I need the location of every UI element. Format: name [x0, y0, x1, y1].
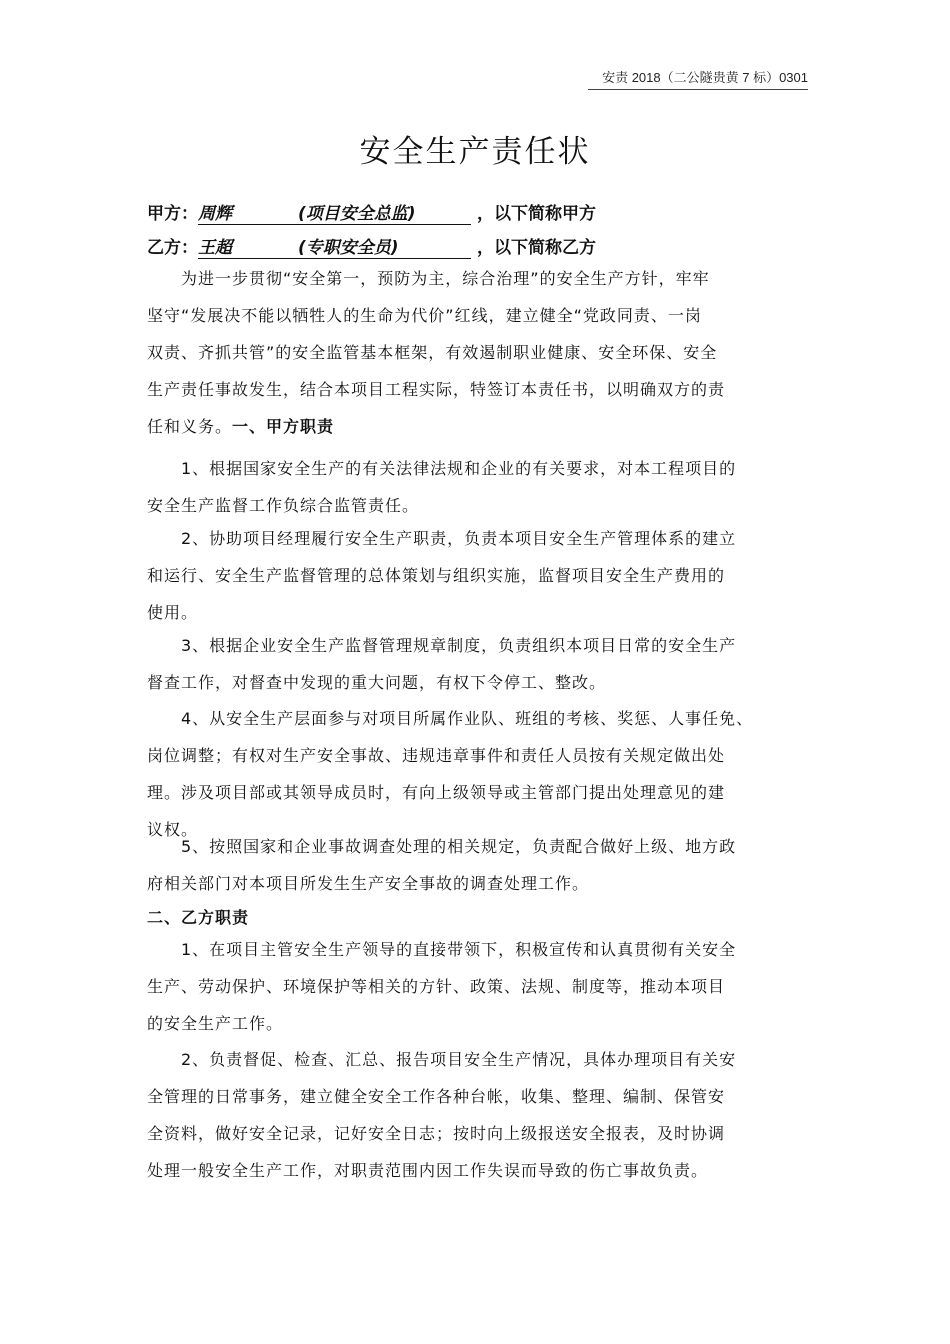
- party-b-role: (专职安全员): [298, 238, 399, 258]
- party-a-suffix: ，以下简称甲方: [477, 204, 596, 224]
- section1-item-2: 2、协助项目经理履行安全生产职责，负责本项目安全生产管理体系的建立 和运行、安全生产监督管理的总体策划与组织实施，监督项目安全生产费用的 使用。: [147, 529, 737, 622]
- party-a-line: [147, 199, 596, 225]
- party-b-fill: [198, 233, 471, 259]
- party-a-role: (项目安全总监): [298, 204, 416, 224]
- party-b-name: 王超: [198, 238, 232, 258]
- intro-text: 为进一步贯彻“安全第一，预防为主，综合治理”的安全生产方针，牢牢 坚守“发展决不能以牺牲人的生命为代价”红线，建立健全“党政同责、一岗 双责、齐抓共管”的安全监管基本框架，有效遏制职业健康、安全环保、安全 生产责任事故发生，结合本项目工程实际，特签订本责任书，以明确双方的责 任和义务。: [147, 269, 726, 436]
- section1-item-3: 3、根据企业安全生产监督管理规章制度，负责组织本项目日常的安全生产 督查工作，对督查中发现的重大问题，有权下令停工、整改。: [147, 636, 737, 692]
- section1-item-5: 5、按照国家和企业事故调查处理的相关规定，负责配合做好上级、地方政 府相关部门对本项目所发生生产安全事故的调查处理工作。: [147, 837, 737, 893]
- party-a-name: 周辉: [198, 204, 232, 224]
- section1-item-4: 4、从安全生产层面参与对项目所属作业队、班组的考核、奖惩、人事任免、 岗位调整；有权对生产安全事故、违规违章事件和责任人员按有关规定做出处 理。涉及项目部或其领导成员时，有向上级领导或主管部门提出处理意见的建 议权。: [147, 709, 754, 839]
- party-a-label: 甲方：: [147, 204, 198, 224]
- party-b-line: [147, 233, 596, 259]
- document-code: 安责 2018（二公隧贵黄 7 标）0301: [588, 67, 808, 90]
- section2-item-1: 1、在项目主管安全生产领导的直接带领下，积极宣传和认真贯彻有关安全 生产、劳动保护、环境保护等相关的方针、政策、法规、制度等，推动本项目 的安全生产工作。: [147, 940, 737, 1033]
- party-b-label: 乙方：: [147, 238, 198, 258]
- section1-item-1: 1、根据国家安全生产的有关法律法规和企业的有关要求，对本工程项目的 安全生产监督工作负综合监管责任。: [147, 459, 737, 515]
- section2-item-2: 2、负责督促、检查、汇总、报告项目安全生产情况，具体办理项目有关安 全管理的日常事务，建立健全安全工作各种台帐，收集、整理、编制、保管安 全资料，做好安全记录，记好安全日志；按时向上级报送安全报表，及时协调 处理一般安全生产工作，对职责范围内因工作失误而导致的伤亡事故负责。: [147, 1050, 737, 1180]
- section2-heading: 二、乙方职责: [147, 908, 250, 927]
- intro-paragraph: [147, 260, 827, 445]
- party-a-fill: [198, 199, 471, 225]
- section1-heading: 一、甲方职责: [232, 417, 335, 436]
- document-title: 安全生产责任状: [359, 134, 591, 170]
- party-b-suffix: ，以下简称乙方: [477, 238, 596, 258]
